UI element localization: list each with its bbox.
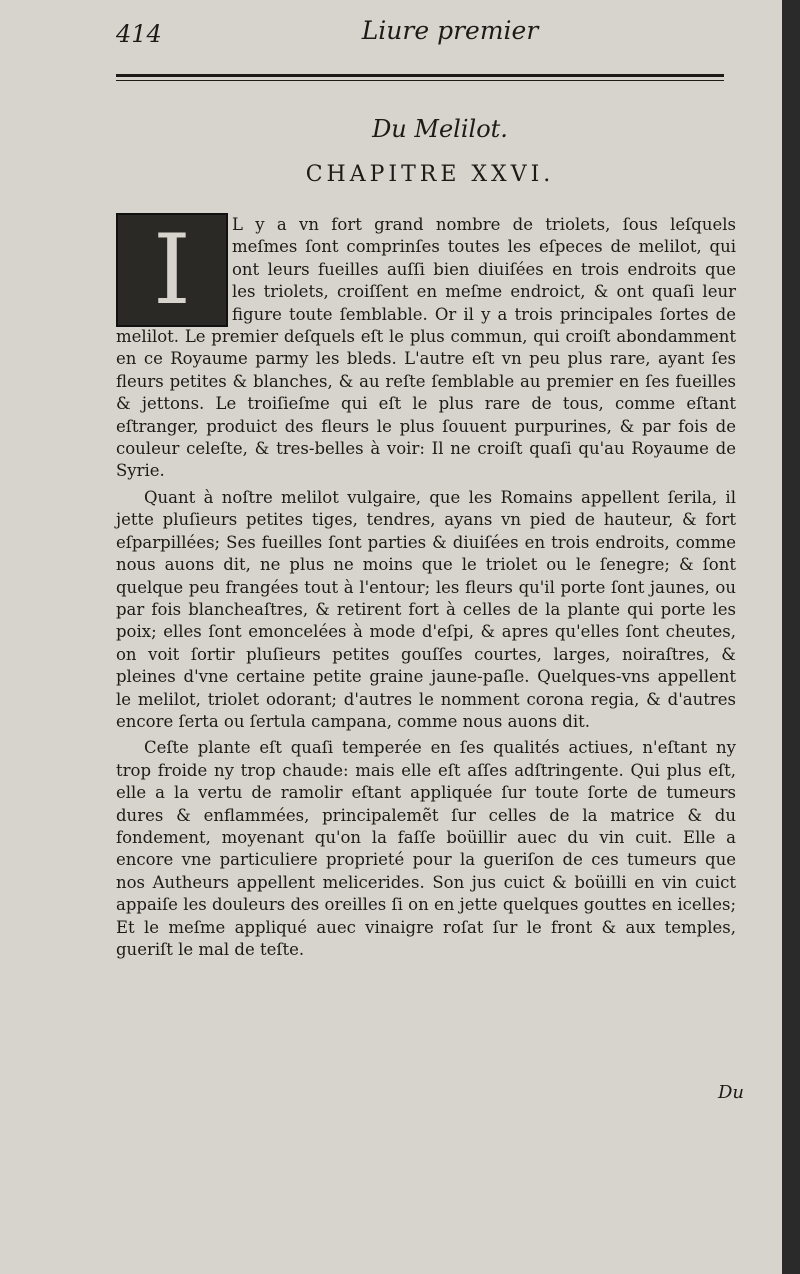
page-edge — [782, 0, 800, 1274]
chapter-heading: CHAPITRE XXVI. — [305, 162, 555, 187]
body-text — [116, 214, 736, 965]
catchword: Du — [718, 1082, 745, 1103]
paragraph-3: Ceſte plante eſt quaſi temperée en ſes qualités actiues, n'eſtant ny trop froide ny trop chaude: mais elle eſt aſſes adſtringente. Qui plus eſt, elle a la vertu de ramolir eſtant appliquée ſur toute ſorte de tumeurs dures & enflammées, principalemẽt ſur celles de la matrice & du fondement, moyenant qu'on la faſſe boüillir auec du vin cuit. Elle a encore vne particuliere proprieté pour la gueriſon de ces tumeurs que nos Autheurs appellent melicerides. Son jus cuict & boüilli en vin cuict appaiſe les douleurs des oreilles ſi on en jette quelques gouttes en icelles; Et le meſme appliqué auec vinaigre roſat ſur le front & aux temples, gueriſt le mal de teſte. — [116, 738, 736, 959]
header-rule — [116, 74, 724, 77]
paragraph-1: L y a vn fort grand nombre de triolets, ſous leſquels meſmes ſont comprinſes toutes les eſpeces de melilot, qui ont leurs fueilles auſſi bien diuiſées en trois endroits que les triolets, croiſſent en meſme endroict, & ont quaſi leur figure toute ſemblable. Or il y a trois principales ſortes de melilot. Le premier deſquels eſt le plus commun, qui croiſt abondamment en ce Royaume parmy les bleds. L'autre eſt vn peu plus rare, ayant ſes fleurs petites & blanches, & au reſte ſemblable au premier en ſes fueilles & jettons. Le troiſieſme qui eſt le plus rare de tous, comme eſtant eſtranger, produict des fleurs le plus ſouuent purpurines, & par fois de couleur celeſte, & tres-belles à voir: Il ne croiſt quaſi qu'au Royaume de Syrie. — [116, 215, 736, 481]
initial-letter: I — [153, 214, 191, 326]
page-number: 414 — [116, 20, 162, 48]
running-head: Liure premier — [361, 16, 539, 45]
header-rule-thin — [116, 80, 724, 81]
section-title: Du Melilot. — [372, 115, 508, 143]
initial-spacer — [116, 214, 232, 326]
paragraph-2: Quant à noſtre melilot vulgaire, que les Romains appellent ſerila, il jette pluſieurs petites tiges, tendres, ayans vn pied de hauteur, & fort eſparpillées; Ses fueilles ſont parties & diuiſées en trois endroits, comme nous auons dit, ne plus ne moins que le triolet ou le ſenegre; & ſont quelque peu frangées tout à l'entour; les fleurs qu'il porte ſont jaunes, ou par fois blancheaſtres, & retirent fort à celles de la plante qui porte les poix; elles ſont emoncelées à mode d'eſpi, & apres qu'elles ſont cheutes, on voit ſortir pluſieurs petites gouſſes courtes, larges, noiraſtres, & pleines d'vne certaine petite graine jaune-paſle. Quelques-vns appellent le melilot, triolet odorant; d'autres le nomment corona regia, & d'autres encore ſerta ou ſertula campana, comme nous auons dit. — [116, 487, 736, 731]
